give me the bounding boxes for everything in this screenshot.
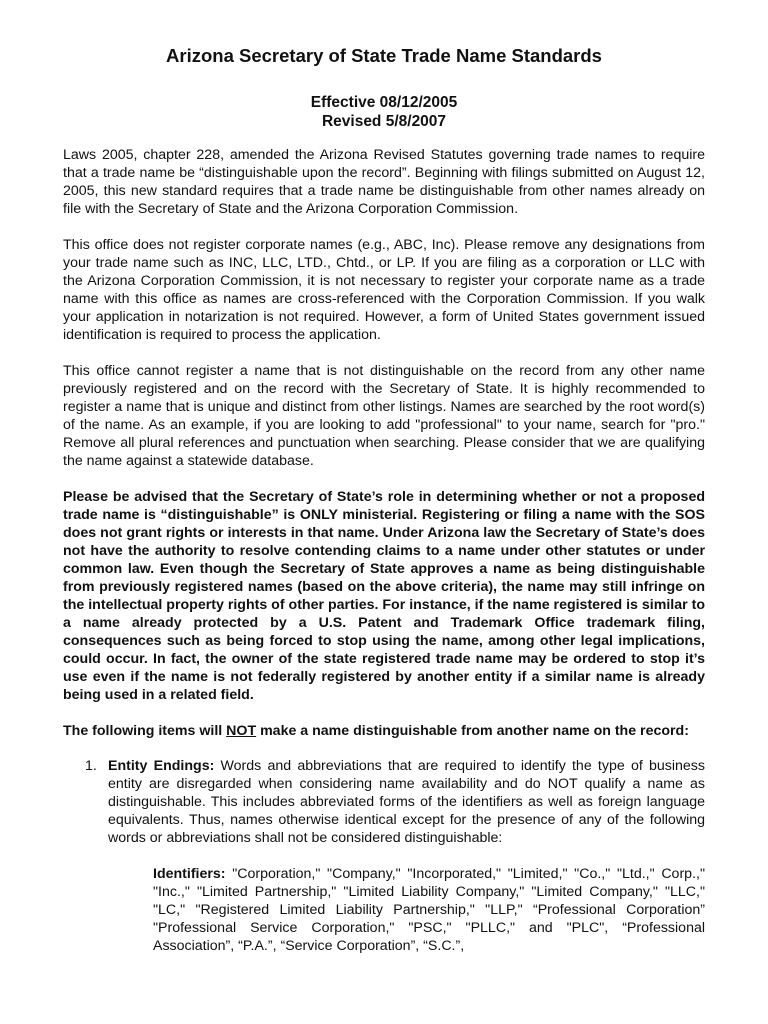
effective-date: Effective 08/12/2005	[310, 94, 458, 111]
paragraph-distinguishable: This office cannot register a name that is not distinguishable on the record from any other name previously registered and on the record with the Secretary of State. It is highly recommended to register a name that is unique and distinct from other listings. Names are searched by the root word(s) of the name. As an example, if you are looking to add "professional" to your name, search for "pro." Remove all plural references and punctuation when searching. Please consider that we are qualifying the name against a statewide database.	[63, 363, 705, 469]
identifiers-block	[63, 865, 705, 955]
legal-notice: Please be advised that the Secretary of State’s role in determining whether or not a proposed trade name is “distinguishable” is ONLY ministerial. Registering or filing a name with the SOS does not grant rights or interests in that name. Under Arizona law the Secretary of State’s does not have the authority to resolve contending claims to a name under other statutes or under common law. Even though the Secretary of State approves a name as being distinguishable from previously registered names (based on the above criteria), the name may still infringe on the intellectual property rights of other parties. For instance, if the name registered is similar to a name already protected by a U.S. Patent and Trademark Office trademark filing, consequences such as being forced to stop using the name, among other legal implications, could occur. In fact, the owner of the state registered trade name may be ordered to stop it’s use even if the name is not federally registered by another entity if a similar name is already being used in a related field.	[63, 489, 705, 703]
list-item-text: Words and abbreviations that are required to identify the type of business entity are disregarded when considering name availability and do NOT qualify a name as distinguishable. This includes abbreviated forms of the identifiers as well as foreign language equivalents. Thus, names otherwise identical except for the presence of any of the following words or abbreviations shall not be considered distinguishable:	[108, 758, 705, 846]
following-before: The following items will	[63, 723, 227, 739]
following-items-heading	[63, 722, 705, 740]
document-title: Arizona Secretary of State Trade Name Standards	[166, 45, 602, 66]
revised-date: Revised 5/8/2007	[321, 113, 447, 130]
list-item-label: Entity Endings:	[108, 758, 215, 774]
paragraph-corporate-names: This office does not register corporate names (e.g., ABC, Inc). Please remove any designations from your trade name such as INC, LLC, LTD., Chtd., or LP. If you are filing as a corporation or LLC with the Arizona Corporation Commission, it is not necessary to register your corporate name as a trade name with this office as names are cross-referenced with the Corporation Commission. If you walk your application in notarization is not required. However, a form of United States government issued identification is required to process the application.	[63, 237, 705, 343]
following-after: make a name distinguishable from another name on the record:	[256, 723, 689, 739]
document-page	[63, 44, 705, 955]
following-not-emphasis: NOT	[226, 723, 257, 739]
identifiers-text: "Corporation," "Company," "Incorporated," "Limited," "Co.," "Ltd.," Corp.," "Inc.," "Limited Partnership," "Limited Liability Company," "Limited Company," "LLC," "LC," "Registered Limited Liability Partnership," "LLP," “Professional Corporation” "Professional Service Corporation," "PSC," "PLLC," and "PLC", “Professional Association”, “P.A.”, “Service Corporation”, “S.C.”,	[153, 866, 705, 954]
list-item-number: 1.	[85, 758, 97, 774]
list-item-body	[108, 757, 705, 847]
identifiers-label: Identifiers:	[153, 866, 226, 882]
paragraph-laws: Laws 2005, chapter 228, amended the Arizona Revised Statutes governing trade names to require that a trade name be “distinguishable upon the record”. Beginning with filings submitted on August 12, 2005, this new standard requires that a trade name be distinguishable from other names already on file with the Secretary of State and the Arizona Corporation Commission.	[63, 147, 705, 217]
list-item	[63, 757, 705, 847]
